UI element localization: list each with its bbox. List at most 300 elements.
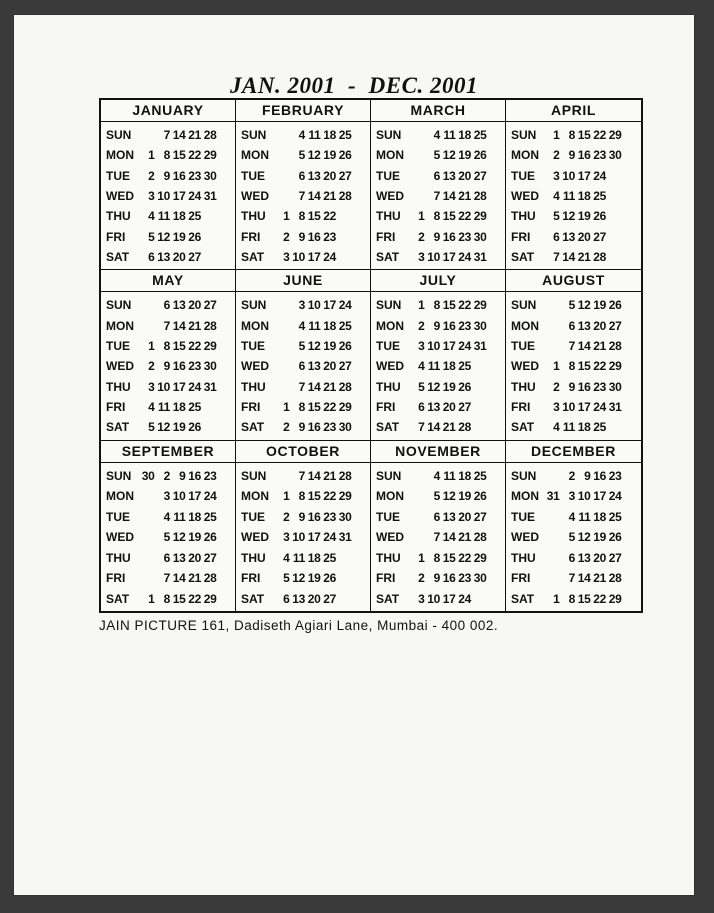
weekday-row: [101, 589, 235, 609]
weekday-label: FRI: [376, 400, 396, 415]
weekday-label: MON: [241, 489, 269, 504]
date-cell: 19: [458, 489, 471, 504]
weekday-label: MON: [376, 489, 404, 504]
month-october: [236, 441, 371, 611]
date-cell: 22: [458, 550, 471, 565]
weekday-label: THU: [376, 209, 401, 224]
date-cell: 18: [323, 318, 336, 333]
month-january: [101, 100, 236, 270]
date-cell: 29: [203, 148, 217, 163]
date-cell: 19: [172, 229, 186, 244]
weekday-row: [371, 417, 505, 437]
date-cell: 8: [568, 591, 575, 606]
date-cell: 19: [458, 148, 471, 163]
date-cell: 9: [298, 420, 305, 435]
date-cell: 14: [577, 571, 591, 586]
date-cell: 5: [418, 379, 425, 394]
month-name: AUGUST: [506, 270, 641, 292]
weekday-label: FRI: [376, 229, 396, 244]
date-cell: 18: [577, 189, 591, 204]
weekday-row: [506, 589, 641, 609]
date-cell: 16: [172, 168, 186, 183]
date-cell: 7: [553, 250, 560, 265]
date-cell: 7: [298, 189, 305, 204]
weekday-label: TUE: [511, 168, 535, 183]
date-cell: 22: [188, 339, 201, 354]
date-cell: 1: [418, 209, 425, 224]
date-cell: 14: [172, 318, 186, 333]
date-cell: 6: [568, 550, 575, 565]
date-cell: 2: [553, 148, 560, 163]
date-cell: 7: [433, 530, 440, 545]
date-cell: 4: [148, 400, 155, 415]
date-cell: 4: [553, 420, 560, 435]
date-cell: 22: [458, 209, 471, 224]
date-cell: 21: [188, 318, 201, 333]
date-cell: 18: [442, 359, 456, 374]
weekday-row: [371, 589, 505, 609]
date-cell: 26: [188, 229, 201, 244]
weekday-label: WED: [511, 359, 539, 374]
date-cell: 1: [418, 298, 425, 313]
month-days: [101, 463, 235, 611]
date-cell: 10: [427, 339, 440, 354]
date-cell: 2: [283, 509, 290, 524]
date-cell: 23: [323, 420, 336, 435]
weekday-label: TUE: [376, 339, 400, 354]
date-cell: 11: [427, 359, 440, 374]
weekday-row: [101, 166, 235, 186]
date-cell: 16: [188, 468, 201, 483]
weekday-label: TUE: [106, 339, 130, 354]
weekday-row: [101, 145, 235, 165]
date-cell: 31: [473, 339, 487, 354]
date-cell: 2: [568, 468, 575, 483]
date-cell: 16: [442, 571, 456, 586]
weekday-row: [236, 125, 370, 145]
weekday-label: TUE: [511, 339, 535, 354]
date-cell: 28: [338, 379, 352, 394]
weekday-label: SUN: [376, 298, 402, 313]
weekday-row: [236, 295, 370, 315]
date-cell: 15: [307, 209, 321, 224]
weekday-label: SAT: [376, 591, 400, 606]
date-cell: 6: [298, 168, 305, 183]
date-cell: 10: [157, 379, 170, 394]
month-september: [101, 441, 236, 611]
weekday-row: [371, 397, 505, 417]
date-cell: 25: [593, 420, 606, 435]
date-cell: 4: [568, 509, 575, 524]
date-cell: 28: [338, 189, 352, 204]
calendar-card: [14, 15, 694, 895]
date-cell: 27: [458, 400, 471, 415]
weekday-label: TUE: [376, 168, 400, 183]
weekday-row: [371, 145, 505, 165]
weekday-row: [371, 356, 505, 376]
weekday-label: THU: [241, 209, 266, 224]
date-cell: 14: [442, 189, 456, 204]
weekday-label: MON: [376, 318, 404, 333]
date-cell: 24: [458, 591, 471, 606]
date-cell: 27: [203, 550, 217, 565]
weekday-row: [506, 356, 641, 376]
date-cell: 4: [433, 128, 440, 143]
date-cell: 10: [562, 168, 575, 183]
date-cell: 28: [473, 530, 487, 545]
date-cell: 26: [338, 339, 352, 354]
weekday-row: [506, 145, 641, 165]
month-days: [101, 122, 235, 269]
date-cell: 12: [307, 339, 321, 354]
weekday-row: [236, 466, 370, 486]
weekday-row: [236, 227, 370, 247]
date-cell: 3: [568, 489, 575, 504]
weekday-row: [101, 206, 235, 226]
date-cell: 30: [608, 379, 622, 394]
date-cell: 16: [307, 509, 321, 524]
weekday-row: [236, 417, 370, 437]
date-cell: 15: [307, 489, 321, 504]
weekday-row: [371, 227, 505, 247]
weekday-row: [371, 507, 505, 527]
date-cell: 14: [442, 530, 456, 545]
date-cell: 26: [203, 530, 217, 545]
date-cell: 21: [188, 128, 201, 143]
weekday-row: [371, 316, 505, 336]
weekday-label: MON: [106, 489, 134, 504]
date-cell: 18: [172, 400, 186, 415]
date-cell: 25: [473, 128, 487, 143]
weekday-label: WED: [511, 530, 539, 545]
date-cell: 4: [433, 468, 440, 483]
month-days: [506, 292, 641, 439]
month-may: [101, 270, 236, 440]
date-cell: 16: [442, 229, 456, 244]
date-cell: 29: [338, 489, 352, 504]
date-cell: 28: [338, 468, 352, 483]
date-cell: 19: [307, 571, 321, 586]
date-cell: 28: [458, 420, 471, 435]
date-cell: 29: [473, 298, 487, 313]
date-cell: 3: [163, 489, 170, 504]
weekday-row: [101, 466, 235, 486]
date-cell: 17: [577, 400, 591, 415]
weekday-row: [371, 336, 505, 356]
weekday-row: [236, 166, 370, 186]
date-cell: 24: [593, 400, 606, 415]
date-cell: 29: [473, 209, 487, 224]
date-cell: 13: [307, 168, 321, 183]
date-cell: 20: [323, 168, 336, 183]
date-cell: 21: [323, 379, 336, 394]
date-cell: 19: [323, 339, 336, 354]
month-days: [506, 122, 641, 269]
date-cell: 22: [593, 128, 606, 143]
weekday-row: [506, 166, 641, 186]
date-cell: 26: [188, 420, 201, 435]
weekday-label: SUN: [376, 468, 402, 483]
weekday-row: [506, 486, 641, 506]
date-cell: 12: [442, 148, 456, 163]
month-name: JULY: [371, 270, 505, 292]
weekday-row: [101, 316, 235, 336]
weekday-row: [371, 166, 505, 186]
date-cell: 30: [338, 509, 352, 524]
date-cell: 3: [298, 298, 305, 313]
date-cell: 18: [577, 420, 591, 435]
weekday-row: [236, 589, 370, 609]
date-cell: 20: [323, 359, 336, 374]
weekday-row: [101, 295, 235, 315]
date-cell: 28: [593, 250, 606, 265]
weekday-label: WED: [241, 530, 269, 545]
weekday-row: [506, 466, 641, 486]
date-cell: 11: [562, 189, 575, 204]
month-days: [101, 292, 235, 439]
date-cell: 23: [323, 229, 336, 244]
date-cell: 16: [577, 148, 591, 163]
month-name: JANUARY: [101, 100, 235, 122]
date-cell: 13: [307, 359, 321, 374]
date-cell: 21: [593, 571, 606, 586]
date-cell: 21: [188, 571, 201, 586]
date-cell: 29: [473, 550, 487, 565]
weekday-label: TUE: [106, 509, 130, 524]
date-cell: 28: [608, 339, 622, 354]
weekday-row: [101, 486, 235, 506]
month-name: MAY: [101, 270, 235, 292]
month-name: FEBRUARY: [236, 100, 370, 122]
date-cell: 10: [172, 489, 186, 504]
date-cell: 17: [442, 250, 456, 265]
weekday-label: THU: [106, 550, 131, 565]
weekday-row: [101, 125, 235, 145]
date-cell: 1: [148, 339, 155, 354]
date-cell: 20: [577, 229, 591, 244]
weekday-row: [371, 206, 505, 226]
weekday-row: [371, 466, 505, 486]
date-cell: 7: [298, 379, 305, 394]
weekday-row: [236, 247, 370, 267]
weekday-label: WED: [511, 189, 539, 204]
date-cell: 11: [443, 468, 456, 483]
date-cell: 31: [203, 379, 217, 394]
date-cell: 27: [608, 318, 622, 333]
weekday-label: TUE: [376, 509, 400, 524]
weekday-row: [506, 295, 641, 315]
month-june: [236, 270, 371, 440]
weekday-label: THU: [106, 379, 131, 394]
date-cell: 3: [418, 339, 425, 354]
date-cell: 30: [203, 168, 217, 183]
date-cell: 4: [148, 209, 155, 224]
weekday-row: [506, 568, 641, 588]
date-cell: 17: [323, 298, 336, 313]
date-cell: 9: [298, 509, 305, 524]
date-cell: 20: [172, 250, 186, 265]
weekday-label: MON: [511, 148, 539, 163]
weekday-row: [101, 507, 235, 527]
date-cell: 23: [203, 468, 217, 483]
date-cell: 5: [148, 420, 155, 435]
date-cell: 27: [473, 509, 487, 524]
weekday-row: [101, 568, 235, 588]
date-cell: 12: [307, 148, 321, 163]
date-cell: 12: [292, 571, 305, 586]
weekday-label: TUE: [241, 509, 265, 524]
weekday-label: SUN: [511, 468, 537, 483]
weekday-label: SUN: [106, 298, 132, 313]
date-cell: 25: [593, 189, 606, 204]
date-cell: 7: [298, 468, 305, 483]
weekday-label: SUN: [241, 468, 267, 483]
date-cell: 8: [433, 209, 440, 224]
weekday-row: [101, 377, 235, 397]
date-cell: 19: [172, 420, 186, 435]
weekday-row: [236, 336, 370, 356]
weekday-row: [236, 486, 370, 506]
weekday-label: MON: [241, 318, 269, 333]
date-cell: 9: [433, 229, 440, 244]
date-cell: 6: [418, 400, 425, 415]
weekday-row: [101, 356, 235, 376]
date-cell: 27: [338, 168, 352, 183]
date-cell: 27: [323, 591, 336, 606]
date-cell: 9: [584, 468, 591, 483]
date-cell: 2: [148, 359, 155, 374]
date-cell: 12: [427, 379, 440, 394]
weekday-row: [101, 397, 235, 417]
weekday-row: [236, 397, 370, 417]
date-cell: 5: [298, 339, 305, 354]
date-cell: 24: [338, 298, 352, 313]
date-cell: 20: [188, 298, 201, 313]
month-days: [371, 122, 505, 269]
date-cell: 30: [203, 359, 217, 374]
date-cell: 5: [283, 571, 290, 586]
weekday-label: SAT: [376, 250, 400, 265]
date-cell: 13: [442, 168, 456, 183]
weekday-row: [371, 527, 505, 547]
date-cell: 9: [433, 318, 440, 333]
date-cell: 13: [292, 591, 305, 606]
month-days: [236, 292, 370, 439]
date-cell: 22: [188, 148, 201, 163]
date-cell: 23: [188, 359, 201, 374]
date-cell: 14: [172, 571, 186, 586]
weekday-label: SAT: [106, 250, 130, 265]
weekday-row: [506, 316, 641, 336]
date-cell: 7: [568, 571, 575, 586]
date-cell: 4: [163, 509, 170, 524]
date-cell: 25: [203, 509, 217, 524]
date-cell: 23: [458, 318, 471, 333]
date-cell: 31: [203, 189, 217, 204]
date-cell: 3: [553, 400, 560, 415]
date-cell: 12: [157, 229, 170, 244]
date-cell: 12: [577, 298, 591, 313]
date-cell: 13: [442, 509, 456, 524]
date-cell: 18: [323, 128, 336, 143]
date-cell: 11: [157, 209, 170, 224]
weekday-label: SAT: [376, 420, 400, 435]
month-july: [371, 270, 506, 440]
date-cell: 15: [577, 591, 591, 606]
date-cell: 15: [172, 591, 186, 606]
date-cell: 14: [307, 189, 321, 204]
date-cell: 26: [593, 209, 606, 224]
date-cell: 2: [418, 571, 425, 586]
month-name: APRIL: [506, 100, 641, 122]
date-cell: 21: [458, 530, 471, 545]
date-cell: 24: [188, 189, 201, 204]
weekday-row: [506, 417, 641, 437]
date-cell: 27: [338, 359, 352, 374]
date-cell: 19: [442, 379, 456, 394]
date-cell: 10: [562, 400, 575, 415]
date-cell: 18: [458, 128, 471, 143]
weekday-row: [506, 507, 641, 527]
date-cell: 8: [298, 400, 305, 415]
date-cell: 8: [163, 148, 170, 163]
date-cell: 22: [458, 298, 471, 313]
date-cell: 25: [323, 550, 336, 565]
weekday-label: SUN: [376, 128, 402, 143]
weekday-label: SAT: [241, 250, 265, 265]
date-cell: 1: [283, 489, 290, 504]
date-cell: 18: [307, 550, 321, 565]
date-cell: 6: [553, 229, 560, 244]
date-cell: 25: [188, 400, 201, 415]
date-cell: 17: [307, 250, 321, 265]
date-cell: 30: [473, 318, 487, 333]
date-cell: 22: [323, 209, 336, 224]
weekday-row: [101, 247, 235, 267]
date-cell: 17: [188, 489, 201, 504]
weekday-label: WED: [241, 359, 269, 374]
date-cell: 19: [188, 530, 201, 545]
weekday-label: SAT: [511, 420, 535, 435]
date-cell: 10: [577, 489, 591, 504]
date-cell: 3: [283, 530, 290, 545]
date-cell: 3: [148, 189, 155, 204]
date-cell: 4: [298, 128, 305, 143]
date-cell: 4: [298, 318, 305, 333]
date-cell: 6: [433, 509, 440, 524]
date-cell: 11: [308, 128, 321, 143]
month-december: [506, 441, 641, 611]
weekday-label: FRI: [106, 571, 126, 586]
weekday-label: FRI: [241, 229, 261, 244]
month-name: DECEMBER: [506, 441, 641, 463]
date-cell: 15: [577, 128, 591, 143]
weekday-label: SAT: [511, 250, 535, 265]
date-cell: 24: [323, 250, 336, 265]
date-cell: 13: [172, 298, 186, 313]
date-cell: 12: [157, 420, 170, 435]
weekday-label: SAT: [241, 420, 265, 435]
weekday-row: [506, 125, 641, 145]
month-february: [236, 100, 371, 270]
date-cell: 1: [418, 550, 425, 565]
weekday-label: FRI: [511, 229, 531, 244]
weekday-label: TUE: [241, 339, 265, 354]
date-cell: 14: [307, 468, 321, 483]
date-cell: 22: [323, 400, 336, 415]
date-cell: 17: [172, 379, 186, 394]
month-november: [371, 441, 506, 611]
